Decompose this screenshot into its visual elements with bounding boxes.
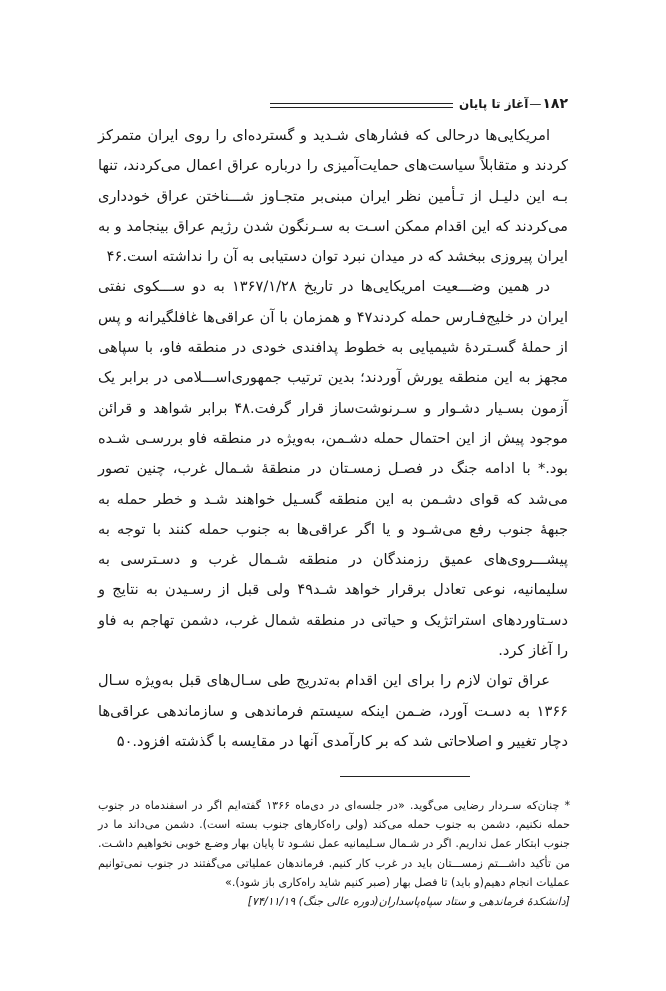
paragraph-2: در همین وضـــعیت امریکایی‌ها در تاریخ ۱۳۶۷/۱/۲۸ به دو ســـکوی نفتی ایران در خلیج‌فـارس حمله کردند۴۷ و همزمان با آن عراقی‌ها غافلگیرانه و پس از حملۀ گسـتردۀ شیمیایی به خطوط پدافندی خودی در منطقه فاو، با سپاهی مجهز به این منطقه یورش آوردند؛ بدین ترتیب جمهوری‌اســـلامی در برابر یک آزمون بسـیار دشـوار و سـرنوشت‌ساز قرار گرفت.۴۸ برابر شواهد و قرائن موجود پیش از این احتمال حمله دشـمن، به‌ویژه در منطقه فاو بررسـی شـده بود.* با ادامه جنگ در فصـل زمسـتان در منطقۀ شـمال غرب، چنین تصور می‌شد که قوای دشـمن به این منطقه گسـیل خواهند شـد و خطر حمله به جبهۀ جنوب رفع می‌شـود و یا اگر عراقی‌ها به جنوب حمله کنند با توجه به پیشـــروی‌های عمیق رزمندگان در منطقه شـمال غرب و دسـترسی به سلیمانیه، نوعی تعادل برقرار خواهد شـد۴۹ ولی قبل از رسـیدن به نتایج و دسـتاوردهای استراتژیک و حیاتی در منطقه شمال غرب، دشمن تهاجم به فاو را آغاز کرد. (98, 278, 568, 660)
footnote-source: [دانشکدۀ فرماندهی و ستاد سپاه‌پاسداران(دوره عالی جنگ) ۷۴/۱۱/۱۹] (247, 895, 570, 909)
header-rule (270, 103, 453, 108)
footnote-text: * چنان‌که سـردار رضایی می‌گوید. «در جلسه‌ای در دی‌ماه ۱۳۶۶ گفته‌ایم اگر در اسفندماه در جنوب حمله نکنیم، دشمن به جنوب حمله می‌کند (ولی راه‌کارهای جنوب بسته است). دشمن می‌داند ما در جنوب ابتکار عمل نداریم. اگر در شـمال سـلیمانیه عمل نشـود تا پایان بهار وضـع خوبی نخواهیم داشـت. من تأکید داشـــتم زمســـتان باید در غرب کار کنیم. فرماندهان عملیاتی می‌گفتند در جنوب نمی‌توانیم عملیات انجام دهیم(و باید) تا فصل بهار (صبر کنیم شاید راه‌کاری باز شود).» (98, 799, 571, 889)
page-number: ۱۸۲ (542, 96, 568, 112)
paragraph-1: امریکایی‌ها درحالی که فشارهای شـدید و گسترده‌ای را روی ایران متمرکز کردند و متقابلاً سیاست‌های حمایت‌آمیزی را درباره عراق اعمال می‌کردند، تنها بـه این دلیـل از تـأمین نظر ایران مبنی‌بر متجـاوز شـــناختن عراق خودداری می‌کردند که این اقدام ممکن اسـت به سـرنگون شدن رژیم عراق بینجامد و به ایران پیروزی ببخشد که در میدان نبرد توان دستیابی به آن را نداشته است.۴۶ (98, 127, 568, 266)
footnote (98, 796, 570, 911)
footnote-separator (340, 776, 470, 777)
book-title: آغاز تا پایان (459, 97, 529, 111)
paragraph-3: عراق توان لازم را برای این اقدام به‌تدریج طی سـال‌های قبل به‌ویژه سـال ۱۳۶۶ به دسـت آورد، ضـمن اینکه سیستم فرماندهی و سازماندهی عراقی‌ها دچار تغییر و اصلاحاتی شد که بر کارآمدی آنها در مقایسه با گذشته افزود.۵۰ (98, 672, 568, 750)
main-text (98, 121, 568, 757)
running-header (270, 94, 568, 114)
header-dash: — (529, 97, 542, 111)
